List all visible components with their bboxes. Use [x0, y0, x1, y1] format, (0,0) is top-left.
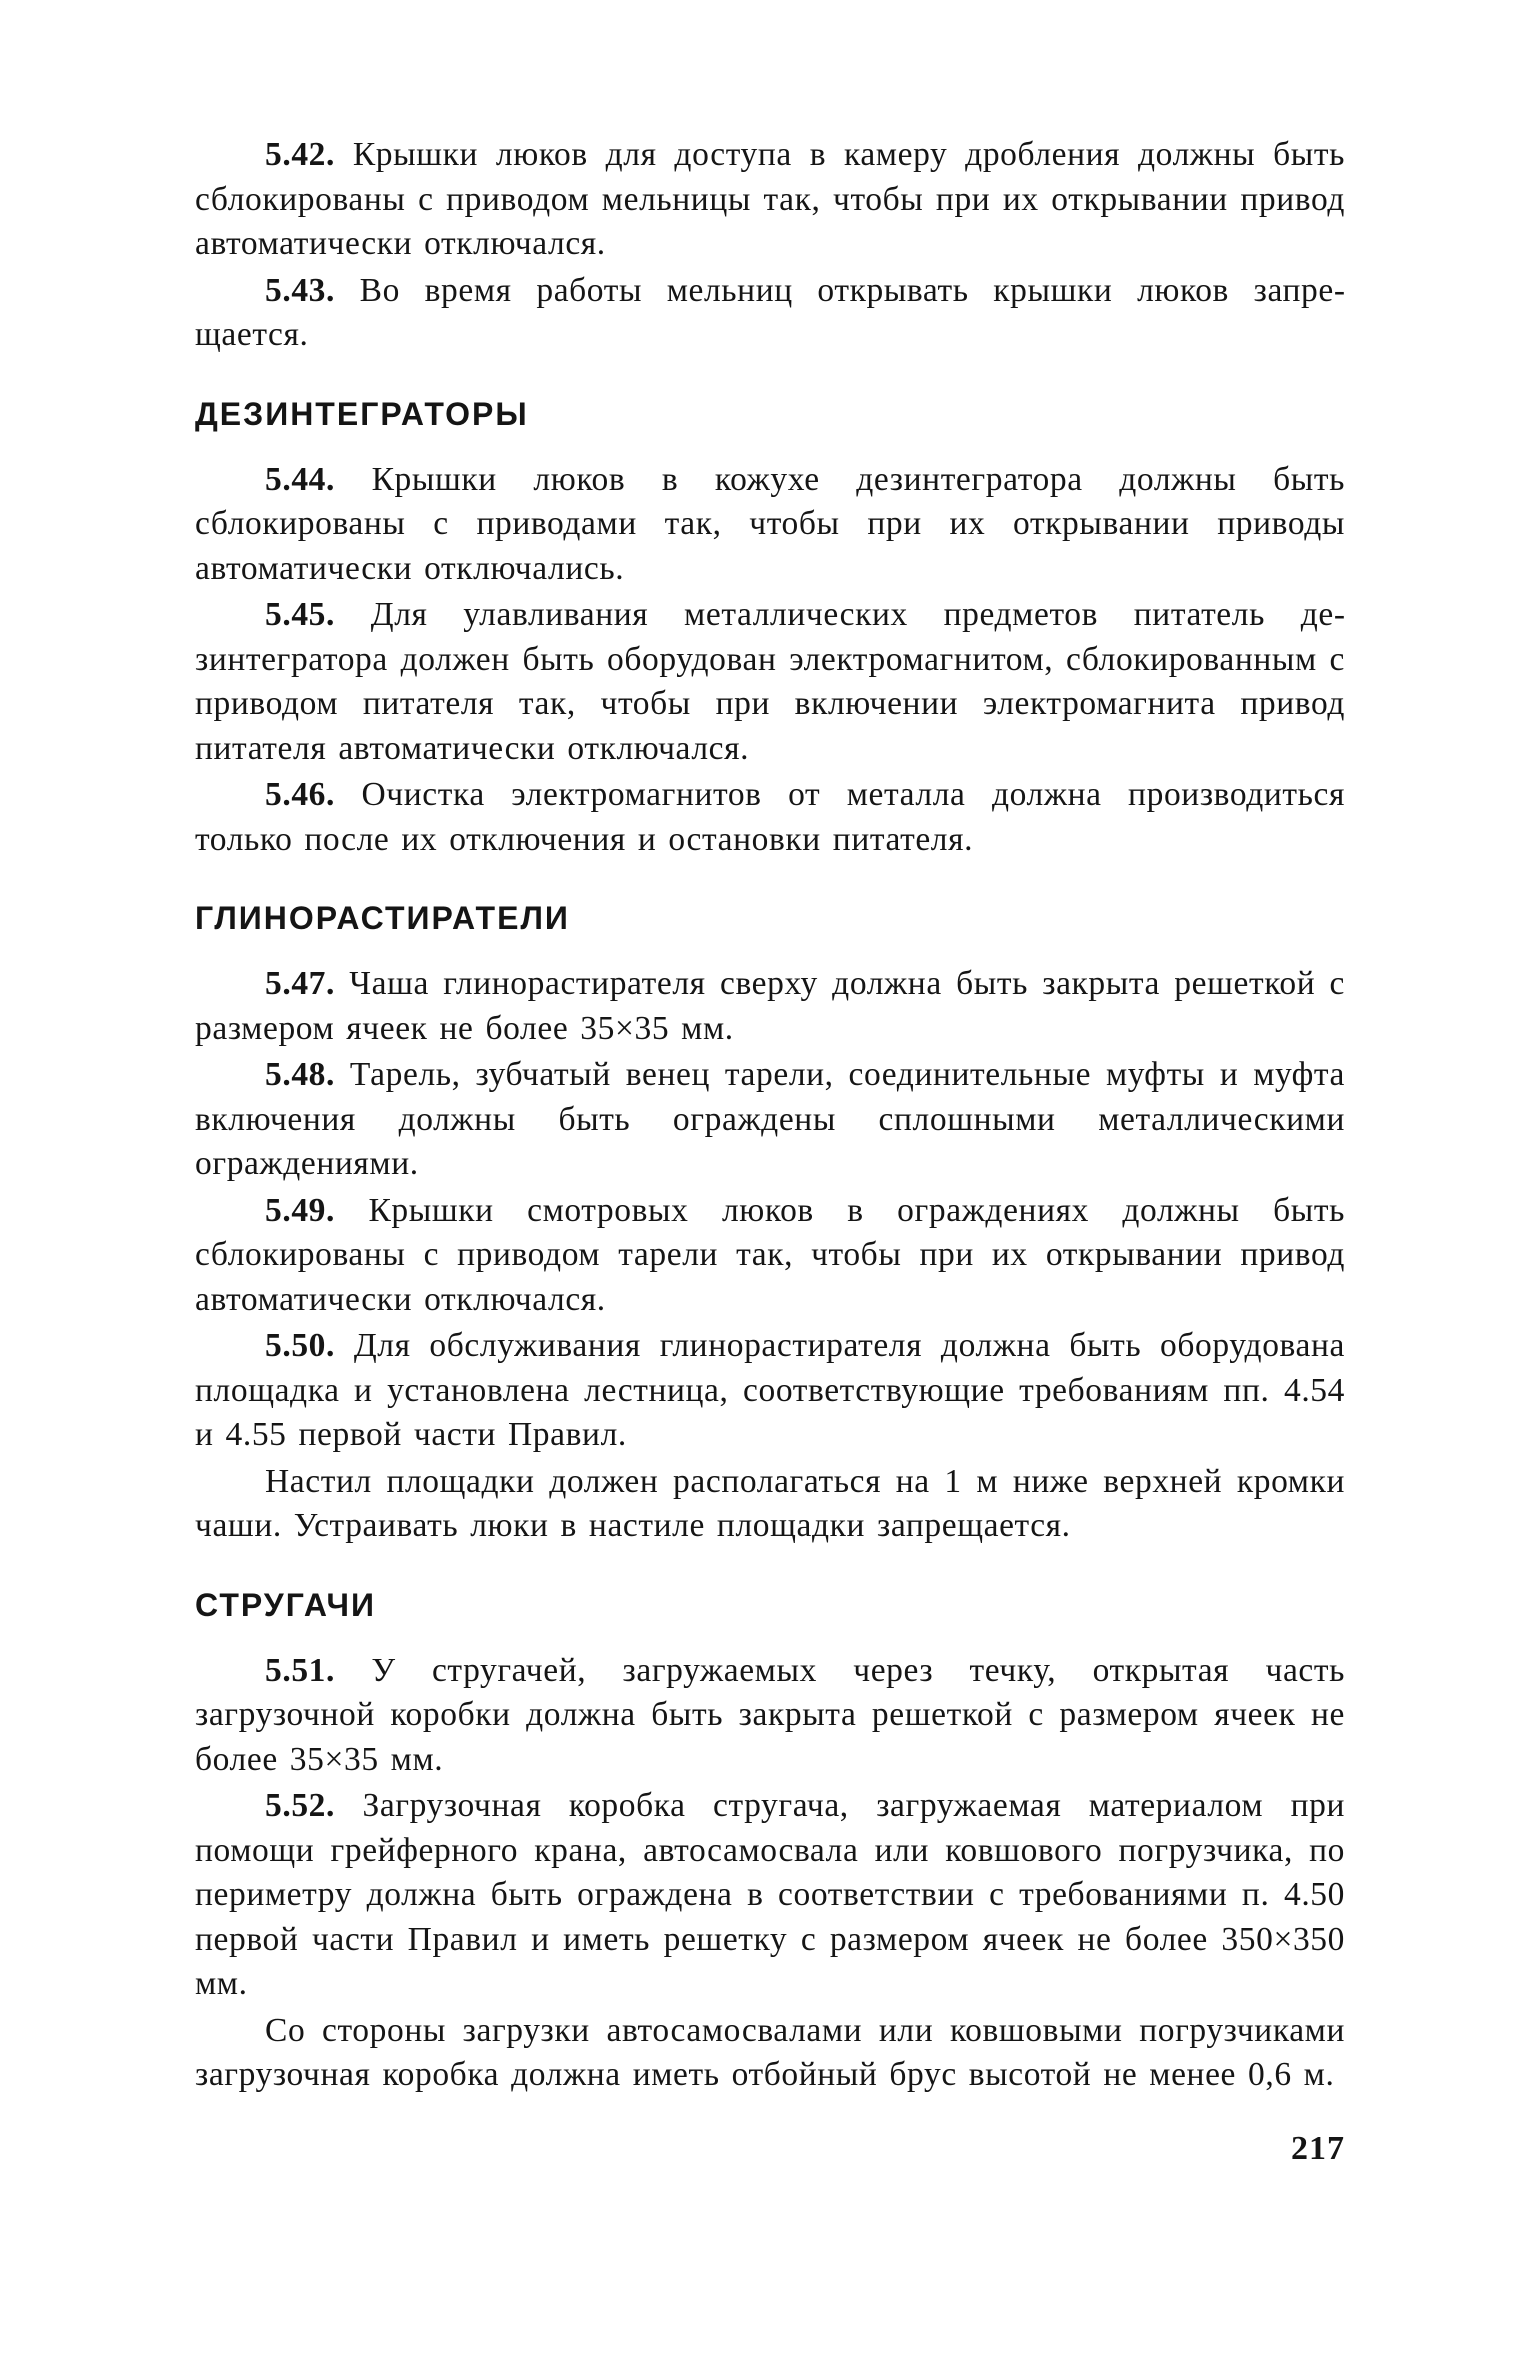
paragraph-5-46: [195, 773, 1345, 862]
paragraph-5-50: [195, 1324, 1345, 1458]
section-heading-strugachi: СТРУГАЧИ: [195, 1586, 376, 1623]
clause-text: Очистка электромагнитов от металла должна производиться только после их отключения и остановки питателя.: [195, 776, 1345, 858]
clause-text: Крышки смотровых люков в ограждениях должны быть сблокированы с приводом тарели так, чтобы при их открывании привод автоматически отключался.: [195, 1191, 1345, 1318]
clause-text: Со стороны загрузки автосамосвалами или ковшовыми погрузчиками загрузочная коробка должна иметь отбойный брус высотой не менее 0,6 м.: [195, 2011, 1345, 2093]
clause-text: Загрузочная коробка стругача, загружаемая материалом при помощи грейферного крана, автосамосвала или ковшового погрузчика, по периметру должна быть ограждена в соответствии с требованиями п. 4.50 первой части Правил и иметь решетку с размером ячеек не более 350×350 мм.: [195, 1787, 1345, 2002]
clause-text: Во время работы мельниц открывать крышки люков запрещается.: [195, 271, 1345, 353]
page-body: [195, 133, 1345, 2098]
clause-number: 5.52.: [265, 1787, 335, 1824]
clause-number: 5.42.: [265, 136, 335, 173]
clause-number: 5.44.: [265, 460, 335, 498]
clause-number: 5.47.: [265, 965, 335, 1002]
paragraph-5-51: [195, 1649, 1345, 1783]
clause-number: 5.51.: [265, 1651, 335, 1689]
clause-text: Крышки люков в кожухе дезинтегратора должны быть сблокированы с приводами так, чтобы при их открывании приводы автоматически отключались.: [195, 460, 1345, 587]
clause-number: 5.50.: [265, 1327, 335, 1364]
section-heading-dezintegratory: ДЕЗИНТЕГРАТОРЫ: [195, 395, 529, 432]
clause-number: 5.49.: [265, 1191, 335, 1229]
paragraph-5-49: [195, 1189, 1345, 1323]
page-number: 217: [1291, 2130, 1345, 2167]
clause-text: У стругачей, загружаемых через течку, открытая часть загрузочной коробки должна быть закрыта решеткой с размером ячеек не более 35×35 мм.: [195, 1651, 1345, 1778]
paragraph-5-42: [195, 133, 1345, 267]
clause-number: 5.46.: [265, 776, 335, 813]
paragraph-5-50-continued: [195, 1460, 1345, 1549]
section-heading-glinorastirateli: ГЛИНОРАСТИРАТЕЛИ: [195, 900, 570, 936]
clause-text: Крышки люков для доступа в камеру дробления должны быть сблокированы с приводом мельницы так, чтобы при их открывании привод автоматически отключался.: [195, 136, 1345, 262]
clause-text: Для обслуживания глинорастирателя должна быть оборудована площадка и установлена лестница, соответствующие требованиям пп. 4.54 и 4.55 первой части Правил.: [195, 1327, 1345, 1453]
paragraph-5-52-continued: [195, 2009, 1345, 2098]
clause-text: Настил площадки должен располагаться на 1 м ниже верхней кромки чаши. Устраивать люки в настиле площадки запрещается.: [195, 1462, 1345, 1544]
clause-text: Тарель, зубчатый венец тарели, соединительные муфты и муфта включения должны быть ограждены сплошными металлическими ограждениями.: [195, 1056, 1345, 1182]
paragraph-5-52: [195, 1784, 1345, 2007]
paragraph-5-43: [195, 269, 1345, 358]
clause-number: 5.48.: [265, 1056, 335, 1093]
paragraph-5-47: [195, 962, 1345, 1051]
clause-text: Для улавливания металлических предметов питатель дезинтегратора должен быть оборудован электромагнитом, сблокированным с приводом питателя так, чтобы при включении электромагнита привод питателя автоматически отключался.: [195, 596, 1345, 767]
clause-number: 5.43.: [265, 271, 335, 309]
paragraph-5-45: [195, 593, 1345, 771]
paragraph-5-44: [195, 458, 1345, 592]
clause-text: Чаша глинорастирателя сверху должна быть закрыта решеткой с размером ячеек не более 35×35 мм.: [195, 965, 1345, 1047]
paragraph-5-48: [195, 1053, 1345, 1187]
clause-number: 5.45.: [265, 596, 335, 633]
